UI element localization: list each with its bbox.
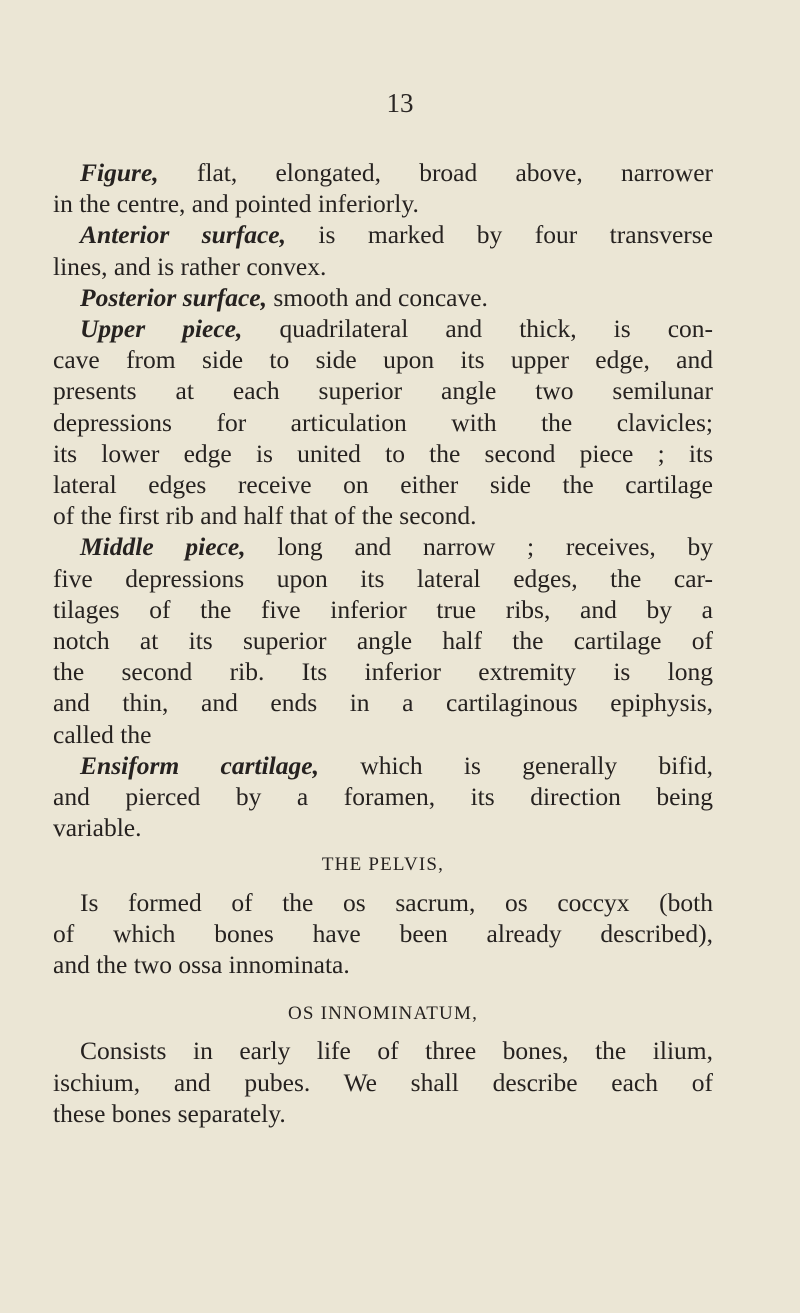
text-line: is marked by four transverse xyxy=(286,220,713,250)
text-line: and pierced by a foramen, its direction being xyxy=(53,782,713,812)
text-line: these bones separately. xyxy=(53,1098,286,1128)
paragraph-ensiform-line-1 xyxy=(53,750,713,781)
text-line: and the two ossa innominata. xyxy=(53,950,350,980)
text-line: called the xyxy=(53,719,152,749)
text-line: of the first rib and half that of the second. xyxy=(53,501,477,531)
text-line: cave from side to side upon its upper edge, and xyxy=(53,345,713,375)
text-line: presents at each superior angle two semilunar xyxy=(53,376,713,406)
term-middle-piece: Middle piece, xyxy=(80,532,246,562)
text-line: five depressions upon its lateral edges, the car- xyxy=(53,563,713,593)
text-line: its lower edge is united to the second piece ; its xyxy=(53,438,713,468)
paragraph-middle-line-1 xyxy=(53,531,713,562)
text-line: lateral edges receive on either side the cartilage xyxy=(53,470,713,500)
text-line: long and narrow ; receives, by xyxy=(245,532,713,562)
text-line: smooth and concave. xyxy=(267,282,488,312)
text-line: notch at its superior angle half the cartilage of xyxy=(53,626,713,656)
page-number: 13 xyxy=(386,88,414,118)
spacer xyxy=(53,980,713,998)
text-line: tilages of the five inferior true ribs, and by a xyxy=(53,594,713,624)
text-line: which is generally bifid, xyxy=(318,750,713,780)
paragraph-upper-line-1 xyxy=(53,313,713,344)
section-heading-pelvis: THE PELVIS, xyxy=(321,854,445,876)
text-line: ischium, and pubes. We shall describe each of xyxy=(53,1067,713,1097)
text-line: depressions for articulation with the clavicles; xyxy=(53,407,713,437)
section-heading-os-innominatum: OS INNOMINATUM, xyxy=(287,1003,479,1025)
text-line: Is formed of the os sacrum, os coccyx (both xyxy=(80,887,713,917)
term-anterior-surface: Anterior surface, xyxy=(80,220,286,250)
text-line: quadrilateral and thick, is con- xyxy=(242,314,714,344)
page-body-text xyxy=(53,157,713,1129)
text-line: in the centre, and pointed inferiorly. xyxy=(53,189,419,219)
text-line: flat, elongated, broad above, narrower xyxy=(158,158,713,187)
term-ensiform-cartilage: Ensiform cartilage, xyxy=(80,750,319,780)
term-posterior-surface: Posterior surface, xyxy=(80,282,267,312)
paragraph-anterior-line-1 xyxy=(53,219,713,250)
text-line: Consists in early life of three bones, the ilium, xyxy=(80,1036,713,1066)
paragraph-figure-line-1 xyxy=(53,157,713,188)
paragraph-posterior-line-1 xyxy=(53,282,713,313)
text-line: lines, and is rather convex. xyxy=(53,251,327,281)
text-line: of which bones have been already described), xyxy=(53,918,713,948)
text-line: and thin, and ends in a cartilaginous epiphysis, xyxy=(53,688,713,718)
term-upper-piece: Upper piece, xyxy=(80,314,243,344)
text-line: the second rib. Its inferior extremity is long xyxy=(53,657,713,687)
text-line: variable. xyxy=(53,813,142,843)
term-figure: Figure, xyxy=(80,158,159,187)
